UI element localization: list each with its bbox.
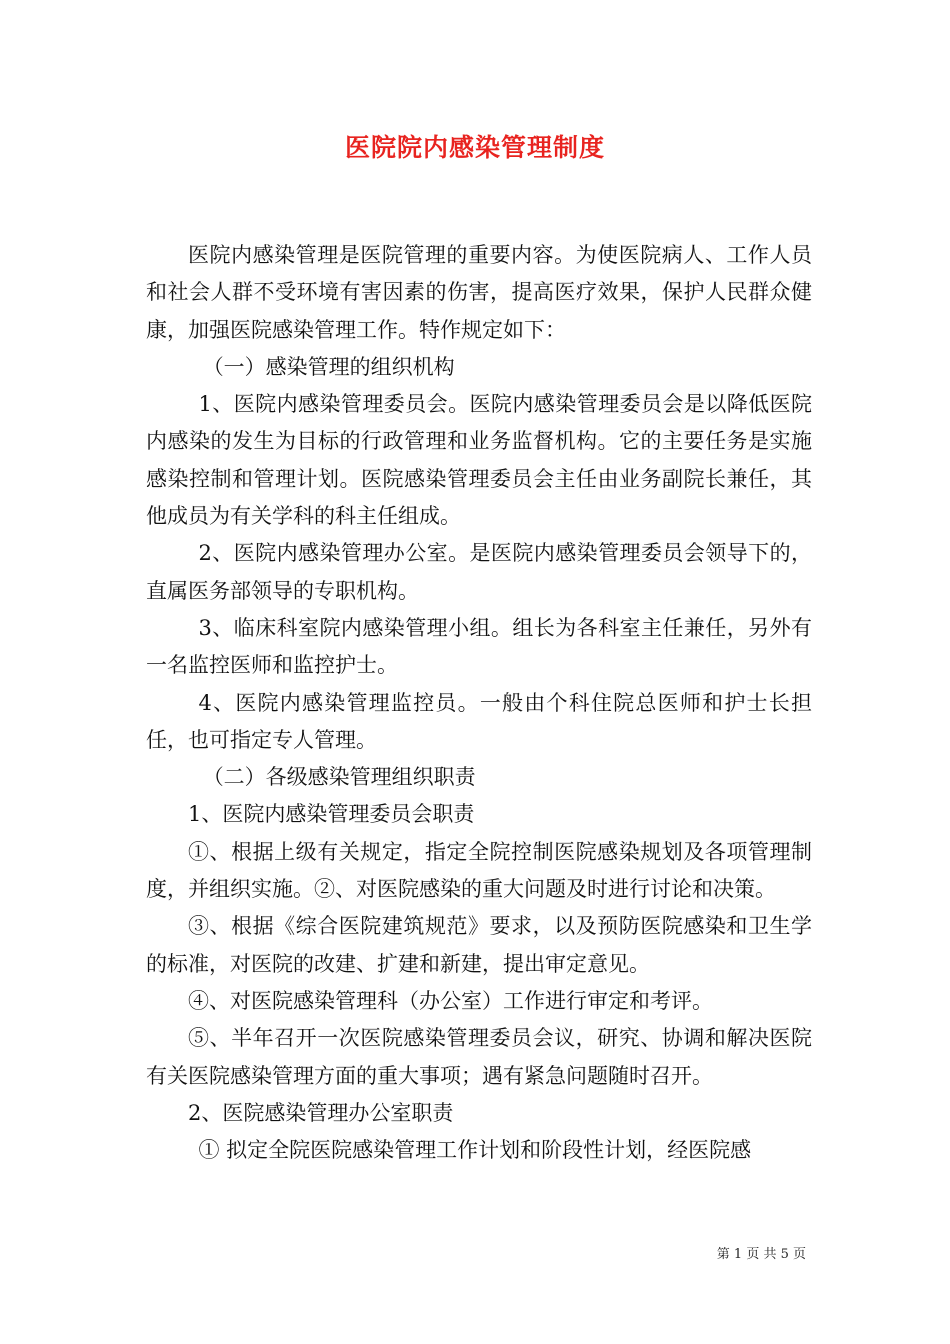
page-title: 医院院内感染管理制度: [344, 133, 605, 162]
paragraph-office: 2、医院内感染管理办公室。是医院内感染管理委员会领导下的，直属医务部领导的专职机构。: [146, 541, 812, 603]
paragraph-duty-5: ⑤、半年召开一次医院感染管理委员会议，研究、协调和解决医院有关医院感染管理方面的重大事项；遇有紧急问题随时召开。: [146, 1026, 812, 1088]
paragraph-duty-4: ④、对医院感染管理科（办公室）工作进行审定和考评。: [188, 988, 713, 1013]
paragraph-intro: 医院内感染管理是医院管理的重要内容。为使医院病人、工作人员和社会人群不受环境有害因素的伤害，提高医疗效果，保护人民群众健康，加强医院感染管理工作。特作规定如下：: [146, 243, 812, 342]
paragraph-duty-1-2: ①、根据上级有关规定，指定全院控制医院感染规划及各项管理制度，并组织实施。②、对医院感染的重大问题及时进行讨论和决策。: [146, 839, 812, 902]
section-heading-duties: （二）各级感染管理组织职责: [202, 765, 476, 790]
page-footer: 第 1 页 共 5 页: [716, 1247, 806, 1262]
paragraph-clinical-group: 3、临床科室院内感染管理小组。组长为各科室主任兼任，另外有一名监控医师和监控护士。: [146, 615, 812, 678]
subheading-committee-duties: 1、医院内感染管理委员会职责: [188, 802, 475, 827]
paragraph-monitor: 4、医院内感染管理监控员。一般由个科住院总医师和护士长担任，也可指定专人管理。: [146, 690, 812, 752]
subheading-office-duties: 2、医院感染管理办公室职责: [188, 1100, 454, 1125]
section-heading-organization: （一）感染管理的组织机构: [202, 354, 455, 379]
paragraph-committee: 1、医院内感染管理委员会。医院内感染管理委员会是以降低医院内感染的发生为目标的行政管理和业务监督机构。它的主要任务是实施感染控制和管理计划。医院感染管理委员会主任由业务副院长兼任，其他成员为有关学科的科主任组成。: [146, 392, 812, 529]
paragraph-office-duty-1: ① 拟定全院医院感染管理工作计划和阶段性计划，经医院感: [198, 1138, 752, 1163]
document-body: [146, 237, 812, 1169]
paragraph-duty-3: ③、根据《综合医院建筑规范》要求，以及预防医院感染和卫生学的标准，对医院的改建、扩建和新建，提出审定意见。: [146, 914, 812, 976]
